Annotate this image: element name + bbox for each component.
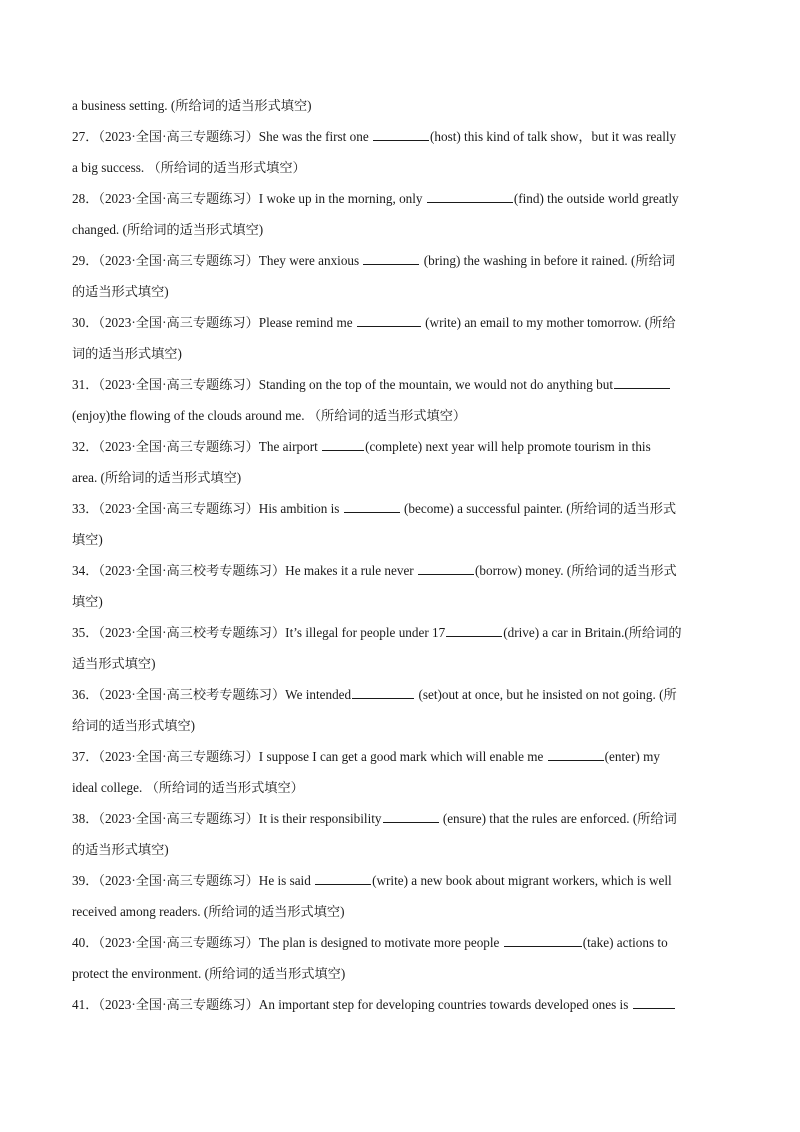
question-text: 34．（2023·全国·高三校考专题练习）He makes it a rule never [72, 563, 417, 578]
question-text: changed. (所给词的适当形式填空) [72, 222, 264, 237]
answer-blank[interactable] [357, 314, 421, 327]
answer-blank[interactable] [373, 128, 429, 141]
question-line-continuation [72, 531, 728, 549]
question-text: (complete) next year will help promote tourism in this [365, 439, 651, 454]
question-text: 的适当形式填空) [72, 842, 169, 857]
question-line-continuation [72, 717, 728, 735]
question-text: 41．（2023·全国·高三专题练习）An important step for developing countries towards developed ones is [72, 997, 632, 1012]
question-text: (enter) my [604, 749, 660, 764]
answer-blank[interactable] [633, 996, 675, 1009]
question-line [72, 314, 728, 332]
question-text: protect the environment. (所给词的适当形式填空) [72, 966, 346, 981]
question-line [72, 252, 728, 270]
question-text: a big success. （所给词的适当形式填空） [72, 160, 306, 175]
question-line-continuation [72, 345, 728, 363]
question-line [72, 128, 728, 146]
question-line [72, 438, 728, 456]
question-line [72, 190, 728, 208]
answer-blank[interactable] [383, 810, 439, 823]
question-text: 词的适当形式填空) [72, 346, 182, 361]
question-line [72, 562, 728, 580]
question-line-continuation [72, 841, 728, 859]
question-text: 31．（2023·全国·高三专题练习）Standing on the top of the mountain, we would not do anything but [72, 377, 614, 392]
question-text: (take) actions to [582, 935, 668, 950]
question-line-continuation [72, 407, 728, 425]
question-text: 给词的适当形式填空) [72, 718, 196, 733]
question-text: 39．（2023·全国·高三专题练习）He is said [72, 873, 315, 888]
question-text: (bring) the washing in before it rained. (所给词 [420, 253, 675, 268]
answer-blank[interactable] [418, 562, 474, 575]
question-text: 的适当形式填空) [72, 284, 169, 299]
question-line-continuation [72, 469, 728, 487]
answer-blank[interactable] [548, 748, 604, 761]
question-line-continuation [72, 655, 728, 673]
question-line-continuation [72, 283, 728, 301]
question-text: received among readers. (所给词的适当形式填空) [72, 904, 345, 919]
question-line-continuation [72, 221, 728, 239]
question-text: (enjoy)the flowing of the clouds around me. （所给词的适当形式填空） [72, 408, 467, 423]
question-text: 28．（2023·全国·高三专题练习）I woke up in the morning, only [72, 191, 426, 206]
answer-blank[interactable] [322, 438, 364, 451]
question-text: 32．（2023·全国·高三专题练习）The airport [72, 439, 322, 454]
question-text: 36．（2023·全国·高三校考专题练习）We intended [72, 687, 352, 702]
question-text: (find) the outside world greatly [513, 191, 679, 206]
question-line-continuation [72, 965, 728, 983]
answer-blank[interactable] [504, 934, 582, 947]
question-line [72, 810, 728, 828]
question-line [72, 686, 728, 704]
question-text: 40．（2023·全国·高三专题练习）The plan is designed to motivate more people [72, 935, 503, 950]
question-text: ideal college. （所给词的适当形式填空） [72, 780, 304, 795]
question-text: 适当形式填空) [72, 656, 156, 671]
question-line [72, 872, 728, 890]
question-text: (host) this kind of talk show，but it was really [429, 129, 677, 144]
question-text: a business setting. (所给词的适当形式填空) [72, 98, 312, 113]
question-text: (drive) a car in Britain.(所给词的 [503, 625, 682, 640]
question-text: 填空) [72, 594, 103, 609]
answer-blank[interactable] [614, 376, 670, 389]
question-text: (ensure) that the rules are enforced. (所给词 [439, 811, 677, 826]
question-text: area. (所给词的适当形式填空) [72, 470, 242, 485]
question-text: 27．（2023·全国·高三专题练习）She was the first one [72, 129, 372, 144]
answer-blank[interactable] [446, 624, 502, 637]
answer-blank[interactable] [352, 686, 414, 699]
question-line [72, 934, 728, 952]
question-line [72, 376, 728, 394]
question-text: 38．（2023·全国·高三专题练习）It is their responsibility [72, 811, 382, 826]
answer-blank[interactable] [315, 872, 371, 885]
question-line-continuation [72, 159, 728, 177]
question-line-continuation [72, 593, 728, 611]
question-line [72, 624, 728, 642]
question-line [72, 500, 728, 518]
question-text: 33．（2023·全国·高三专题练习）His ambition is [72, 501, 343, 516]
question-line [72, 996, 728, 1014]
question-line [72, 97, 728, 115]
answer-blank[interactable] [427, 190, 513, 203]
question-text: 37．（2023·全国·高三专题练习）I suppose I can get a good mark which will enable me [72, 749, 547, 764]
answer-blank[interactable] [363, 252, 419, 265]
question-line-continuation [72, 779, 728, 797]
question-text: 30．（2023·全国·高三专题练习）Please remind me [72, 315, 356, 330]
question-text: 35．（2023·全国·高三校考专题练习）It’s illegal for people under 17 [72, 625, 446, 640]
question-text: (borrow) money. (所给词的适当形式 [475, 563, 677, 578]
question-text: (set)out at once, but he insisted on not going. (所 [415, 687, 677, 702]
question-text: 29．（2023·全国·高三专题练习）They were anxious [72, 253, 363, 268]
answer-blank[interactable] [344, 500, 400, 513]
question-text: (write) an email to my mother tomorrow. (所给 [421, 315, 676, 330]
question-text: 填空) [72, 532, 103, 547]
question-text: (become) a successful painter. (所给词的适当形式 [400, 501, 677, 516]
question-line [72, 748, 728, 766]
question-line-continuation [72, 903, 728, 921]
question-text: (write) a new book about migrant workers, which is well [372, 873, 672, 888]
